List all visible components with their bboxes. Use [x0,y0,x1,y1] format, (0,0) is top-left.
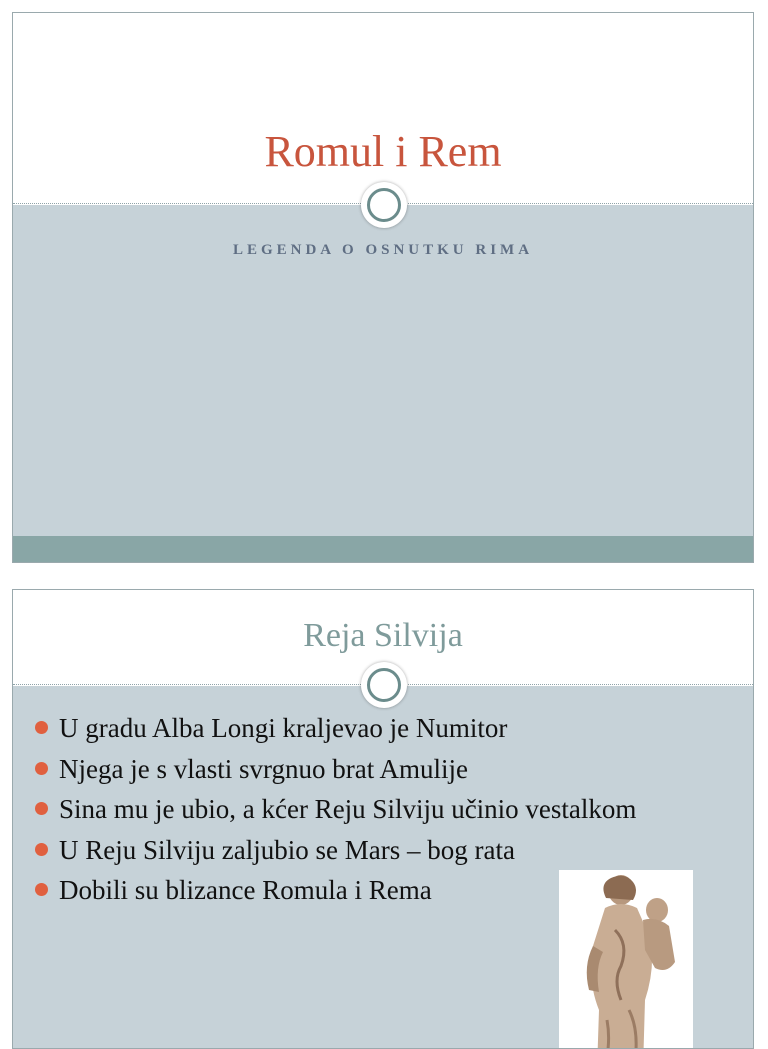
content-slide [12,589,754,1049]
title-slide [12,12,754,563]
bullet-icon [35,843,48,856]
bullet-text: U Reju Silviju zaljubio se Mars – bog rata [59,834,515,865]
bullet-text: Dobili su blizance Romula i Rema [59,875,432,905]
bullet-icon [35,883,48,896]
bullet-icon [35,802,48,815]
statue-image [559,870,693,1049]
bullet-icon [35,721,48,734]
bullet-text: Njega je s vlasti svrgnuo brat Amulije [59,753,468,784]
bullet-item [35,708,636,749]
bullet-list [35,708,636,911]
slide-title: Reja Silvija [303,617,463,654]
bullet-text: U gradu Alba Longi kraljevao je Numitor [59,713,508,743]
bullet-item [35,830,636,871]
bullet-icon [35,762,48,775]
statue-figure-icon [559,870,693,1049]
slide-title: Romul i Rem [264,127,502,176]
footer-band [13,536,753,562]
bullet-text: Sina mu je ubio, a kćer Reju Silviju učinio vestalkom [59,794,637,824]
slide-subtitle: LEGENDA O OSNUTKU RIMA [232,242,534,258]
bullet-item [35,749,636,790]
bullet-item [35,789,636,830]
bullet-item [35,870,636,911]
ring-ornament-icon [361,662,407,708]
ring-ornament-icon [361,182,407,228]
